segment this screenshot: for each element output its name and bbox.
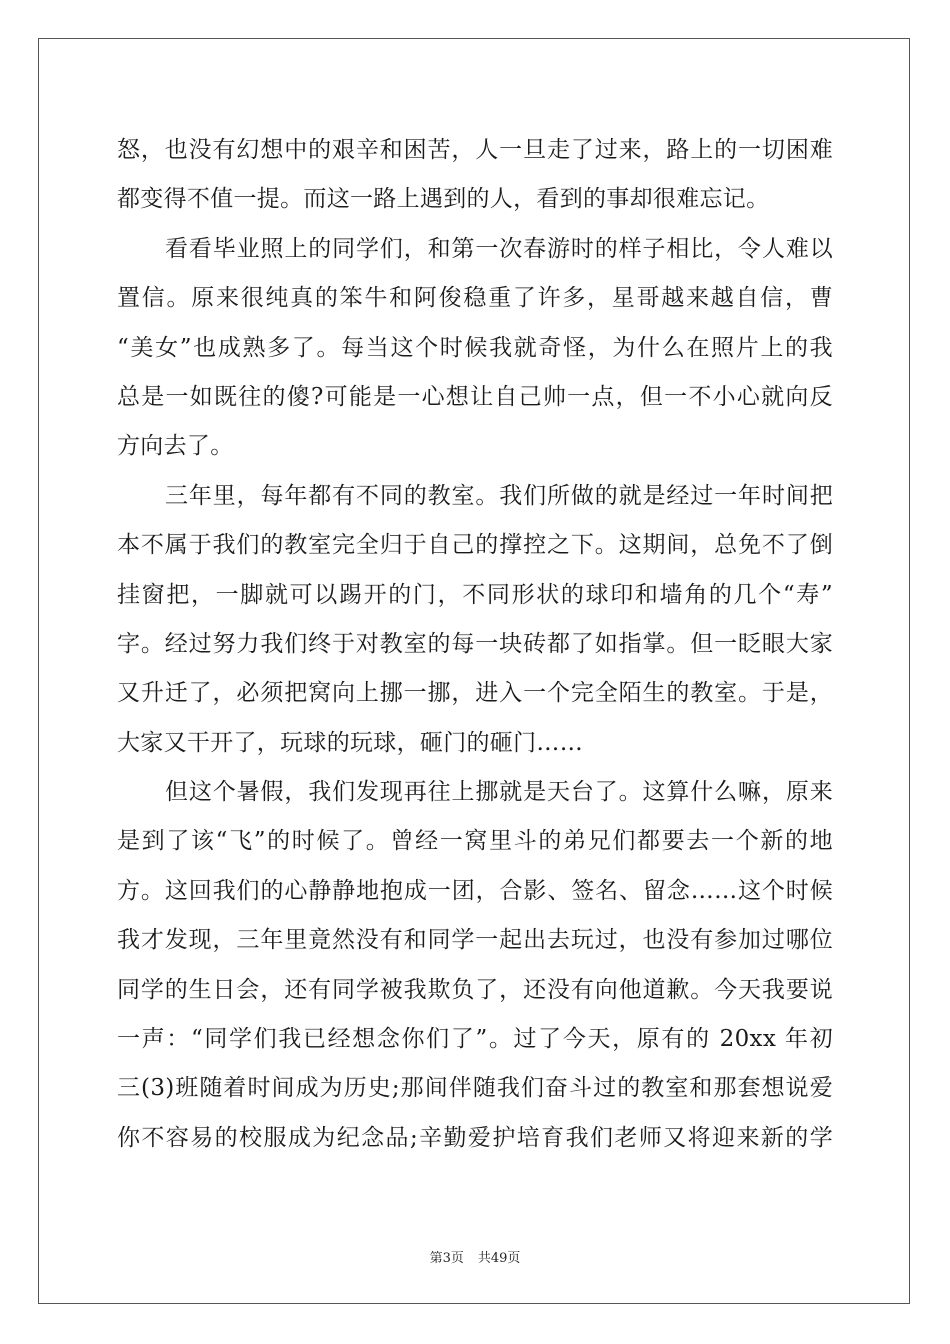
text-line: 一声：“同学们我已经想念你们了”。过了今天，原有的 20xx 年初 bbox=[117, 1026, 833, 1053]
text-line: 你不容易的校服成为纪念品;辛勤爱护培育我们老师又将迎来新的学 bbox=[117, 1124, 833, 1151]
text-line: 三(3)班随着时间成为历史;那间伴随我们奋斗过的教室和那套想说爱 bbox=[117, 1075, 833, 1102]
text-line: 看看毕业照上的同学们，和第一次春游时的样子相比，令人难以 bbox=[165, 235, 833, 262]
text-line: 本不属于我们的教室完全归于自己的撑控之下。这期间，总免不了倒 bbox=[117, 532, 833, 559]
text-line: 同学的生日会，还有同学被我欺负了，还没有向他道歉。今天我要说 bbox=[117, 976, 833, 1003]
text-line: 三年里，每年都有不同的教室。我们所做的就是经过一年时间把 bbox=[165, 482, 833, 509]
document-body bbox=[117, 126, 833, 1163]
text-line: 字。经过努力我们终于对教室的每一块砖都了如指掌。但一眨眼大家 bbox=[117, 630, 833, 657]
page-number: 第3页 bbox=[429, 1251, 464, 1266]
text-line: 是到了该“飞”的时候了。曾经一窝里斗的弟兄们都要去一个新的地 bbox=[117, 828, 833, 855]
text-line: “美女”也成熟多了。每当这个时候我就奇怪，为什么在照片上的我 bbox=[117, 334, 833, 361]
text-line: 又升迁了，必须把窝向上挪一挪，进入一个完全陌生的教室。于是， bbox=[117, 680, 833, 707]
page-total: 共49页 bbox=[477, 1251, 521, 1266]
text-line: 大家又干开了，玩球的玩球，砸门的砸门…… bbox=[117, 729, 583, 756]
text-line: 总是一如既往的傻?可能是一心想让自己帅一点，但一不小心就向反 bbox=[117, 383, 833, 410]
text-line: 我才发现，三年里竟然没有和同学一起出去玩过，也没有参加过哪位 bbox=[117, 927, 833, 954]
text-line: 怒，也没有幻想中的艰辛和困苦，人一旦走了过来，路上的一切困难 bbox=[117, 137, 833, 163]
text-line: 方。这回我们的心静静地抱成一团，合影、签名、留念……这个时候 bbox=[117, 877, 833, 904]
page-footer bbox=[0, 1247, 950, 1266]
text-line: 方向去了。 bbox=[117, 433, 234, 460]
text-line: 但这个暑假，我们发现再往上挪就是天台了。这算什么嘛，原来 bbox=[165, 779, 833, 806]
text-line: 都变得不值一提。而这一路上遇到的人，看到的事却很难忘记。 bbox=[117, 186, 770, 213]
text-line: 置信。原来很纯真的笨牛和阿俊稳重了许多，星哥越来越自信，曹 bbox=[117, 285, 833, 312]
text-line: 挂窗把，一脚就可以踢开的门，不同形状的球印和墙角的几个“寿” bbox=[117, 581, 833, 608]
